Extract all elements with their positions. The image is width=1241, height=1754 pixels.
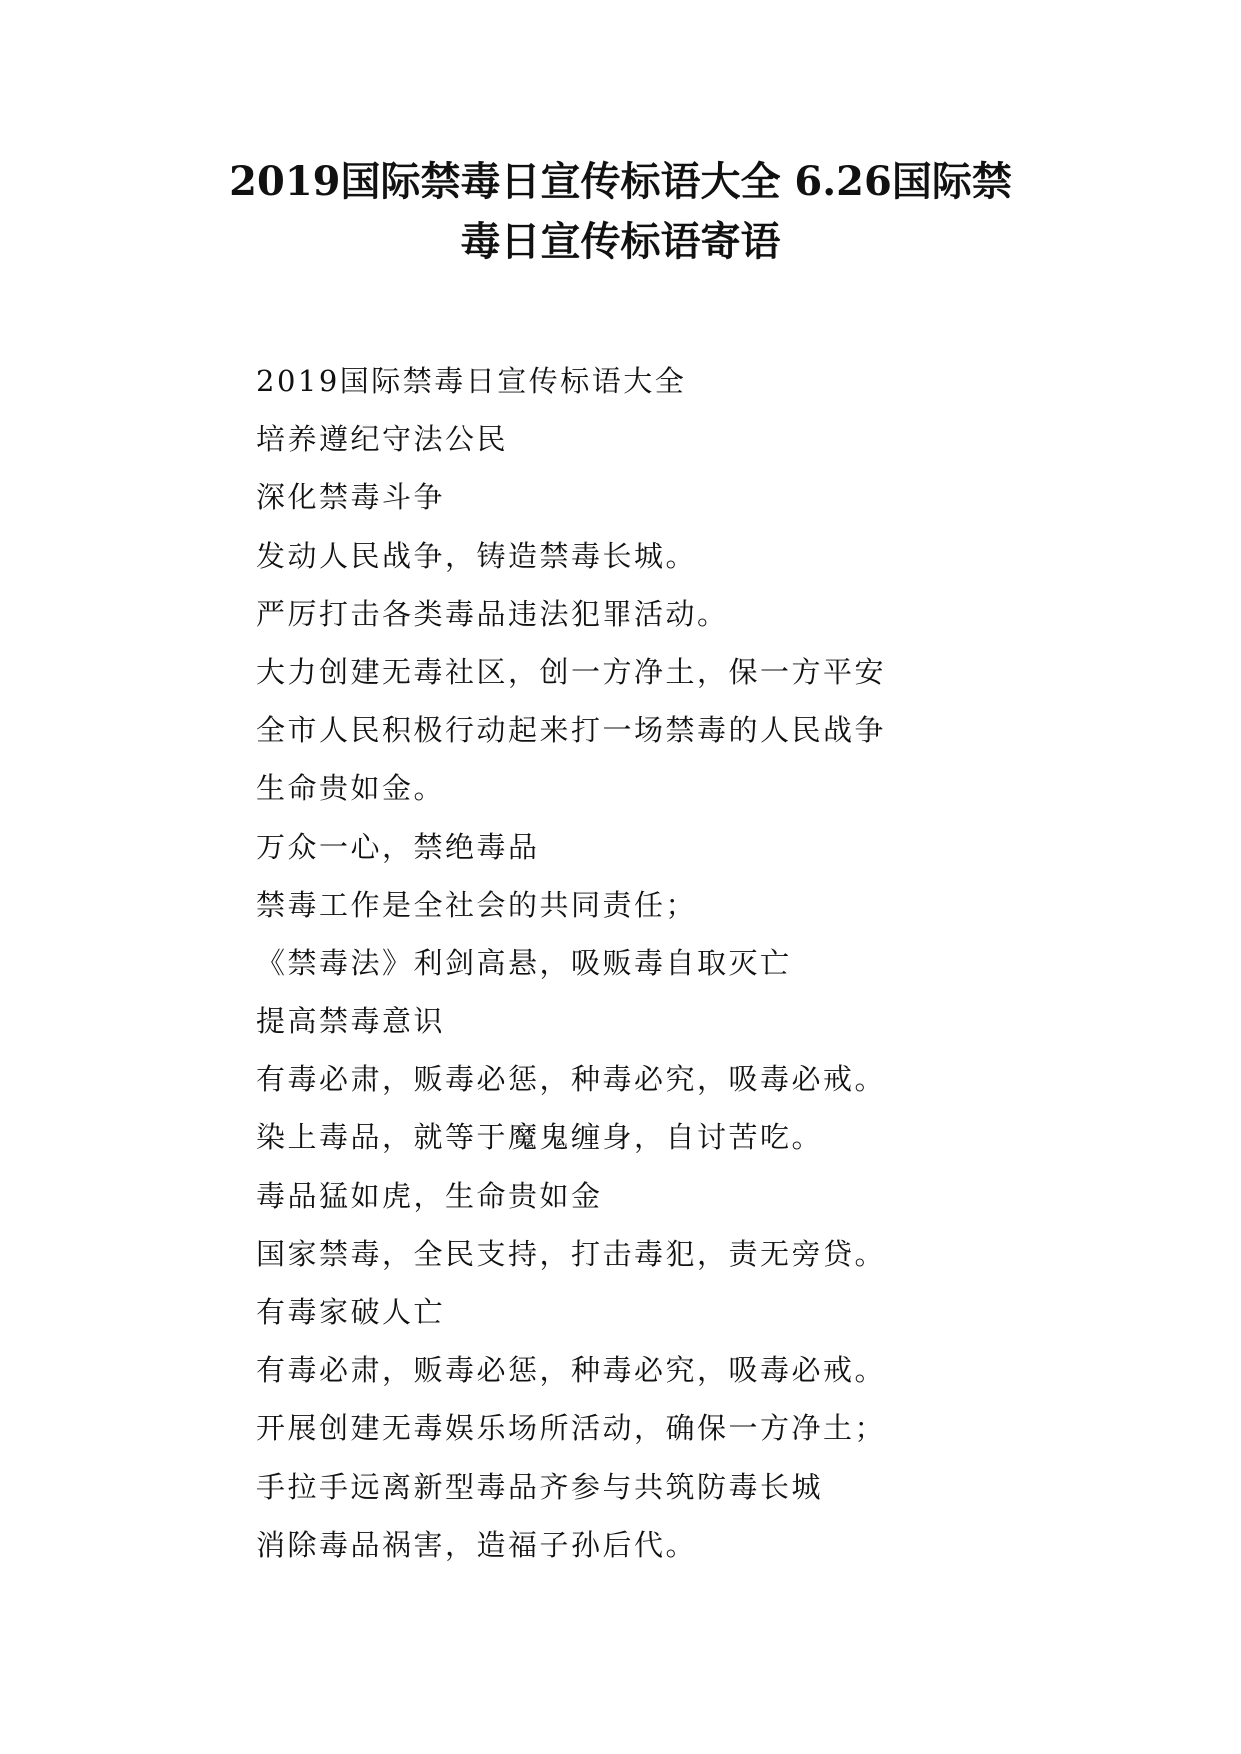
slogan-line: 有毒家破人亡 <box>256 1295 446 1329</box>
slogan-line: 发动人民战争，铸造禁毒长城。 <box>256 538 698 573</box>
slogan-line: 消除毒品祸害，造福子孙后代。 <box>256 1527 698 1562</box>
slogan-line: 万众一心，禁绝毒品 <box>256 829 540 864</box>
slogan-line: 开展创建无毒娱乐场所活动，确保一方净土； <box>256 1411 887 1446</box>
slogan-line: 大力创建无毒社区，创一方净土，保一方平安 <box>256 654 887 689</box>
slogan-line: 国家禁毒，全民支持，打击毒犯，责无旁贷。 <box>256 1236 887 1271</box>
slogan-line: 有毒必肃，贩毒必惩，种毒必究，吸毒必戒。 <box>256 1062 887 1097</box>
slogan-line: 全市人民积极行动起来打一场禁毒的人民战争 <box>256 713 887 748</box>
slogan-line: 有毒必肃，贩毒必惩，种毒必究，吸毒必戒。 <box>256 1353 887 1388</box>
slogan-line: 禁毒工作是全社会的共同责任； <box>256 887 698 922</box>
slogan-list <box>256 352 1076 1574</box>
slogan-line: 提高禁毒意识 <box>256 1004 446 1039</box>
title-line-2: 毒日宣传标语寄语 <box>460 218 781 265</box>
slogan-line: 2019国际禁毒日宣传标语大全 <box>256 364 687 398</box>
slogan-line: 《禁毒法》利剑高悬，吸贩毒自取灭亡 <box>256 945 792 980</box>
slogan-line: 手拉手远离新型毒品齐参与共筑防毒长城 <box>256 1469 824 1504</box>
title-line-1: 2019国际禁毒日宣传标语大全 6.26国际禁 <box>229 158 1012 205</box>
slogan-line: 毒品猛如虎，生命贵如金 <box>256 1178 603 1213</box>
document-title <box>150 152 1091 272</box>
slogan-line: 染上毒品，就等于魔鬼缠身，自讨苦吃。 <box>256 1120 824 1155</box>
slogan-line: 培养遵纪守法公民 <box>256 422 509 457</box>
slogan-line: 深化禁毒斗争 <box>256 480 446 515</box>
slogan-line: 生命贵如金。 <box>256 771 446 806</box>
slogan-line: 严厉打击各类毒品违法犯罪活动。 <box>256 596 729 631</box>
